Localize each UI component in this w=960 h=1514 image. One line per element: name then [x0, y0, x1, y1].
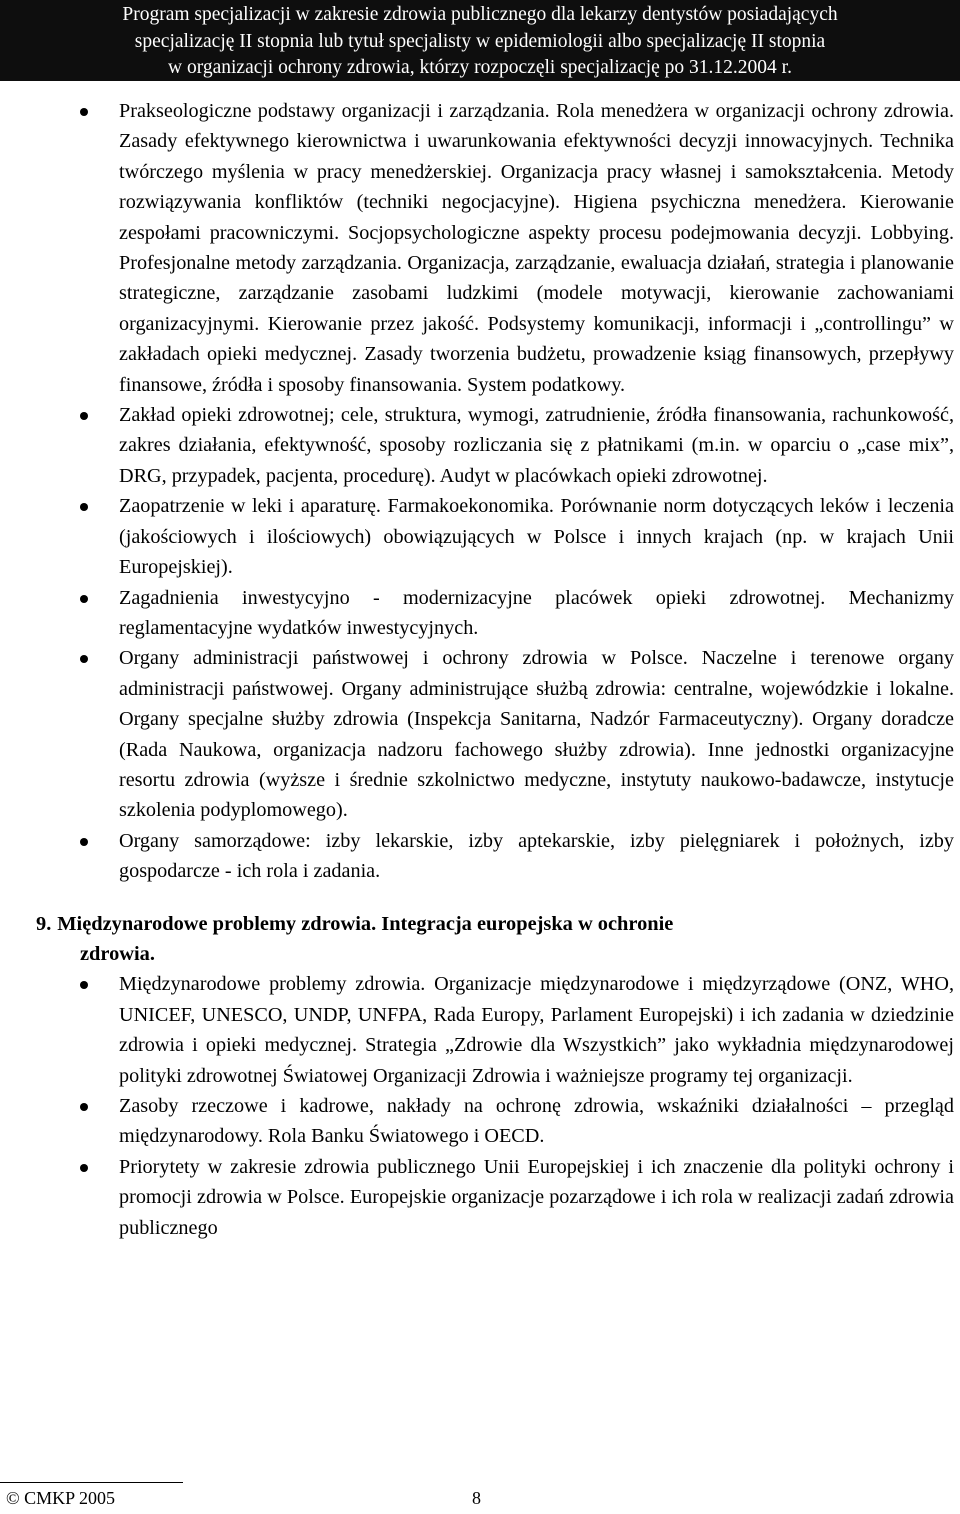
list-item-text: Priorytety w zakresie zdrowia publicznego Unii Europejskiej i ich znaczenie dla polityki ochrony i promocji zdrowia w Polsce. Europejskie organizacje pozarządowe i ich rola w realizacji zadań zdrowia publicznego [119, 1155, 954, 1239]
page-header [0, 0, 960, 81]
page-content [0, 96, 960, 1243]
list-item-text: Organy samorządowe: izby lekarskie, izby aptekarskie, izby pielęgniarek i położnych, izby gospodarcze - ich rola i zadania. [119, 829, 954, 883]
footer-copyright: © CMKP 2005 [6, 1488, 116, 1508]
list-item [0, 1152, 960, 1243]
list-item [0, 969, 960, 1091]
list-item-text: Organy administracji państwowej i ochrony zdrowia w Polsce. Naczelne i terenowe organy administracji państwowej. Organy administrujące służbą zdrowia: centralne, wojewódzkie i lokalne. Organy specjalne służby zdrowia (Inspekcja Sanitarna, Nadzór Farmaceutyczny). Organy doradcze (Rada Naukowa, organizacja nadzoru fachowego służby zdrowia). Inne jednostki organizacyjne resortu zdrowia (wyższe i średnie szkolnictwo medyczne, instytuty naukowo-badawcze, instytucje szkolenia podyplomowego). [119, 647, 954, 822]
list-item-text: Zakład opieki zdrowotnej; cele, struktura, wymogi, zatrudnienie, źródła finansowania, rachunkowość, zakres działania, efektywność, sposoby rozliczania się z płatnikami (m.in. w oparciu o „case mix”, DRG, przypadek, pacjenta, procedurę). Audyt w placówkach opieki zdrowotnej. [119, 404, 954, 487]
list-item-text: Zasoby rzeczowe i kadrowe, nakłady na ochronę zdrowia, wskaźniki działalności – przegląd międzynarodowy. Rola Banku Światowego i OECD. [119, 1095, 954, 1148]
list-item-text: Zaopatrzenie w leki i aparaturę. Farmakoekonomika. Porównanie norm dotyczących leków i leczenia (jakościowych i ilościowych) obowiązujących w Polsce i innych krajach (np. w krajach Unii Europejskiej). [119, 495, 954, 579]
list-item-text: Prakseologiczne podstawy organizacji i zarządzania. Rola menedżera w organizacji ochrony zdrowia. Zasady efektywnego kierownictwa i uwarunkowania efektywności decyzji innowacyjnych. Technika twórczego myślenia w pracy menedżerskiej. Organizacja pracy własnej i samokształcenia. Metody rozwiązywania konfliktów (techniki negocjacyjne). Higiena psychiczna menedżera. Kierowanie zespołami pracowniczymi. Socjopsychologiczne aspekty procesu podejmowania decyzji. Lobbying. Profesjonalne metody zarządzania. Organizacja, zarządzanie, ewaluacja działań, strategia i planowanie strategiczne, zarządzanie zasobami ludzkimi (modele motywacji, kierowanie zachowaniami organizacyjnymi. Kierowanie przez jakość. Podsystemy komunikacji, informacji i „controllingu” w zakładach opieki medycznej. Zasady tworzenia budżetu, prowadzenie ksiąg finansowych, przepływy finansowe, źródła i sposoby finansowania. System podatkowy. [119, 100, 954, 396]
bullet-icon [80, 1164, 88, 1172]
page-number: 8 [472, 1488, 481, 1508]
section-title-line-2: zdrowia. [80, 942, 155, 965]
list-item [0, 96, 960, 400]
list-item-text: Zagadnienia inwestycyjno - modernizacyjne placówek opieki zdrowotnej. Mechanizmy reglamentacyjne wydatków inwestycyjnych. [119, 586, 954, 639]
list-item [0, 583, 960, 644]
list-item [0, 643, 960, 825]
footer-divider [0, 1482, 183, 1483]
header-line-1: Program specjalizacji w zakresie zdrowia publicznego dla lekarzy dentystów posiadających [122, 4, 838, 25]
list-item [0, 826, 960, 887]
bullet-icon [80, 981, 88, 989]
list-item-text: Międzynarodowe problemy zdrowia. Organizacje międzynarodowe i międzyrządowe (ONZ, WHO, UNICEF, UNESCO, UNDP, UNFPA, Rada Europy, Parlament Europejski) i ich zadania w dziedzinie zdrowia i opieki medycznej. Strategia „Zdrowie dla Wszystkich” jako wykładnia międzynarodowej polityki zdrowotnej Światowej Organizacji Zdrowia i ważniejsze programy tej organizacji. [119, 973, 954, 1087]
bullet-icon [80, 108, 88, 116]
bullet-icon [80, 595, 88, 603]
header-line-2: specjalizację II stopnia lub tytuł specjalisty w epidemiologii albo specjalizację II stopnia [134, 30, 826, 52]
list-item [0, 1091, 960, 1152]
topic-list-1 [0, 96, 960, 887]
bullet-icon [80, 1103, 88, 1111]
header-line-3: w organizacji ochrony zdrowia, którzy rozpoczęli specjalizację po 31.12.2004 r. [168, 57, 792, 78]
section-number: 9. [36, 912, 52, 935]
bullet-icon [80, 838, 88, 846]
topic-list-2 [0, 969, 960, 1243]
list-item [0, 491, 960, 582]
section-heading [0, 909, 960, 970]
list-item [0, 400, 960, 491]
section-title-line-1: Międzynarodowe problemy zdrowia. Integracja europejska w ochronie [57, 912, 674, 935]
bullet-icon [80, 412, 88, 420]
bullet-icon [80, 655, 88, 663]
bullet-icon [80, 503, 88, 511]
